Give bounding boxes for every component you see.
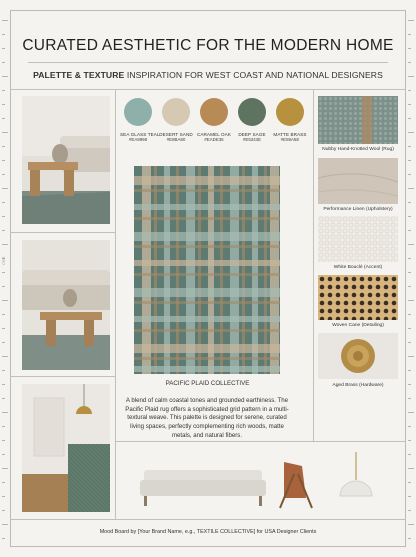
texture-label: Performance Linen (Upholstery): [323, 207, 393, 212]
swatch-hex: #EADE35: [204, 137, 224, 142]
pacific-plaid-rug: [134, 166, 280, 374]
subtitle-rest: INSPIRATION FOR WEST COAST AND NATIONAL DESIGNERS: [124, 70, 383, 80]
ruler-tick: [408, 188, 414, 189]
swatch-name: SEA GLASS TEAL: [120, 132, 160, 137]
right-ruler: [406, 0, 416, 557]
swatch-hex: #EA9998: [128, 137, 148, 142]
grid-line: [115, 441, 406, 442]
ruler-tick: [408, 468, 414, 469]
texture-label: Woven Cane (Detailing): [332, 323, 384, 328]
header-divider: [10, 89, 406, 90]
ruler-tick: [2, 90, 5, 91]
ruler-tick: [2, 342, 5, 343]
ruler-tick: [408, 524, 414, 525]
ruler-tick: [408, 202, 411, 203]
ruler-tick: [408, 104, 411, 105]
ruler-tick: [408, 328, 411, 329]
ruler-tick: [408, 300, 414, 301]
ruler-tick: [408, 440, 411, 441]
swatch-color: [238, 98, 266, 126]
palette-swatch: [120, 98, 160, 142]
footer-divider: [10, 519, 406, 520]
ruler-tick: [408, 370, 411, 371]
palette-swatch: [272, 98, 308, 142]
ruler-tick: [2, 356, 8, 357]
side-label: CRE: [1, 256, 6, 265]
left-ruler: [0, 0, 10, 557]
ruler-tick: [408, 342, 411, 343]
ruler-tick: [2, 244, 8, 245]
ruler-tick: [408, 412, 414, 413]
rug-description: A blend of calm coastal tones and grounded earthiness. The Pacific Plaid rug offers a sophisticated grid pattern in a multi-textural weave. This palette is designed for serene, curated living spaces, perfectly complementing rich woods, matte metals, and natural fibers.: [125, 397, 289, 439]
palette-swatch: [234, 98, 270, 142]
ruler-tick: [408, 398, 411, 399]
ruler-tick: [2, 328, 5, 329]
ruler-tick: [2, 272, 5, 273]
ruler-tick: [2, 314, 5, 315]
swatch-name: DESERT SAND: [159, 132, 193, 137]
ruler-tick: [2, 216, 5, 217]
ruler-tick: [2, 524, 8, 525]
texture-boucle: [318, 216, 398, 262]
ruler-tick: [2, 370, 5, 371]
ruler-tick: [408, 20, 414, 21]
ruler-tick: [408, 62, 411, 63]
swatch-hex: #E5343E: [242, 137, 262, 142]
rug-collection-label: PACIFIC PLAID COLLECTIVE: [165, 380, 250, 387]
ruler-tick: [2, 468, 8, 469]
swatch-color: [276, 98, 304, 126]
living-room-photo-1: [22, 96, 110, 224]
ruler-tick: [408, 356, 414, 357]
ruler-tick: [2, 132, 8, 133]
texture-wool: [318, 96, 398, 144]
swatch-color: [200, 98, 228, 126]
ruler-tick: [2, 62, 5, 63]
ruler-tick: [408, 510, 411, 511]
page-subtitle: [0, 70, 416, 80]
title-divider: [28, 62, 388, 63]
ruler-tick: [2, 440, 5, 441]
texture-brass: [318, 333, 398, 379]
swatch-color: [124, 98, 152, 126]
texture-linen: [318, 158, 398, 204]
living-room-photo-2: [22, 240, 110, 370]
ruler-tick: [2, 426, 5, 427]
grid-line: [10, 232, 115, 233]
ruler-tick: [408, 244, 414, 245]
swatch-color: [162, 98, 190, 126]
ruler-tick: [408, 160, 411, 161]
ruler-tick: [408, 538, 411, 539]
ruler-tick: [2, 230, 5, 231]
ruler-tick: [2, 286, 5, 287]
ruler-tick: [2, 482, 5, 483]
ruler-tick: [408, 482, 411, 483]
ruler-tick: [408, 272, 411, 273]
ruler-tick: [2, 174, 5, 175]
swatch-hex: #E59A5E: [280, 137, 300, 142]
palette-swatch: [196, 98, 232, 142]
ruler-tick: [408, 230, 411, 231]
ruler-tick: [2, 20, 8, 21]
ruler-tick: [2, 412, 8, 413]
ruler-tick: [408, 216, 411, 217]
texture-label: Nubby Hand-Knotted Wool (Rug): [322, 147, 394, 152]
ruler-tick: [408, 90, 411, 91]
ruler-tick: [408, 314, 411, 315]
ruler-tick: [2, 202, 5, 203]
ruler-tick: [2, 454, 5, 455]
lounge-chair-icon: [280, 462, 312, 508]
grid-line: [115, 89, 116, 519]
swatch-hex: #E8BA80: [166, 137, 186, 142]
texture-cane: [318, 275, 398, 320]
swatch-name: DEEP SAGE: [238, 132, 266, 137]
ruler-tick: [2, 510, 5, 511]
ruler-tick: [2, 538, 5, 539]
ruler-tick: [2, 496, 5, 497]
ruler-tick: [408, 118, 411, 119]
ruler-tick: [2, 398, 5, 399]
swatch-name: MATTE BRASS: [273, 132, 307, 137]
palette-swatch: [158, 98, 194, 142]
ruler-tick: [2, 384, 5, 385]
ruler-tick: [408, 174, 411, 175]
color-palette: [120, 98, 310, 158]
ruler-tick: [408, 496, 411, 497]
ruler-tick: [408, 146, 411, 147]
ruler-tick: [408, 426, 411, 427]
ruler-tick: [408, 384, 411, 385]
grid-line: [10, 376, 115, 377]
footer-credit: Mood Board by [Your Brand Name, e.g., TEXTILE COLLECTIVE] for USA Designer Clients: [99, 529, 317, 535]
texture-label: Aged Brass (Hardware): [332, 383, 384, 388]
swatch-name: CARAMEL OAK: [196, 132, 232, 137]
ruler-tick: [2, 300, 8, 301]
subtitle-bold: PALETTE & TEXTURE: [33, 70, 125, 80]
ruler-tick: [2, 188, 8, 189]
pendant-lamp-icon: [340, 452, 372, 496]
furniture-strip: [134, 452, 394, 512]
ruler-tick: [408, 132, 414, 133]
ruler-tick: [2, 118, 5, 119]
texture-label: White Bouclé (Accent): [333, 265, 383, 270]
ruler-tick: [2, 104, 5, 105]
ruler-tick: [2, 160, 5, 161]
ruler-tick: [2, 146, 5, 147]
ruler-tick: [408, 258, 411, 259]
sofa-icon: [140, 470, 266, 506]
ruler-tick: [408, 286, 411, 287]
ruler-tick: [408, 34, 411, 35]
ruler-tick: [2, 34, 5, 35]
accent-lamp-photo: [22, 384, 110, 512]
ruler-tick: [408, 454, 411, 455]
page-title: CURATED AESTHETIC FOR THE MODERN HOME: [22, 37, 394, 54]
